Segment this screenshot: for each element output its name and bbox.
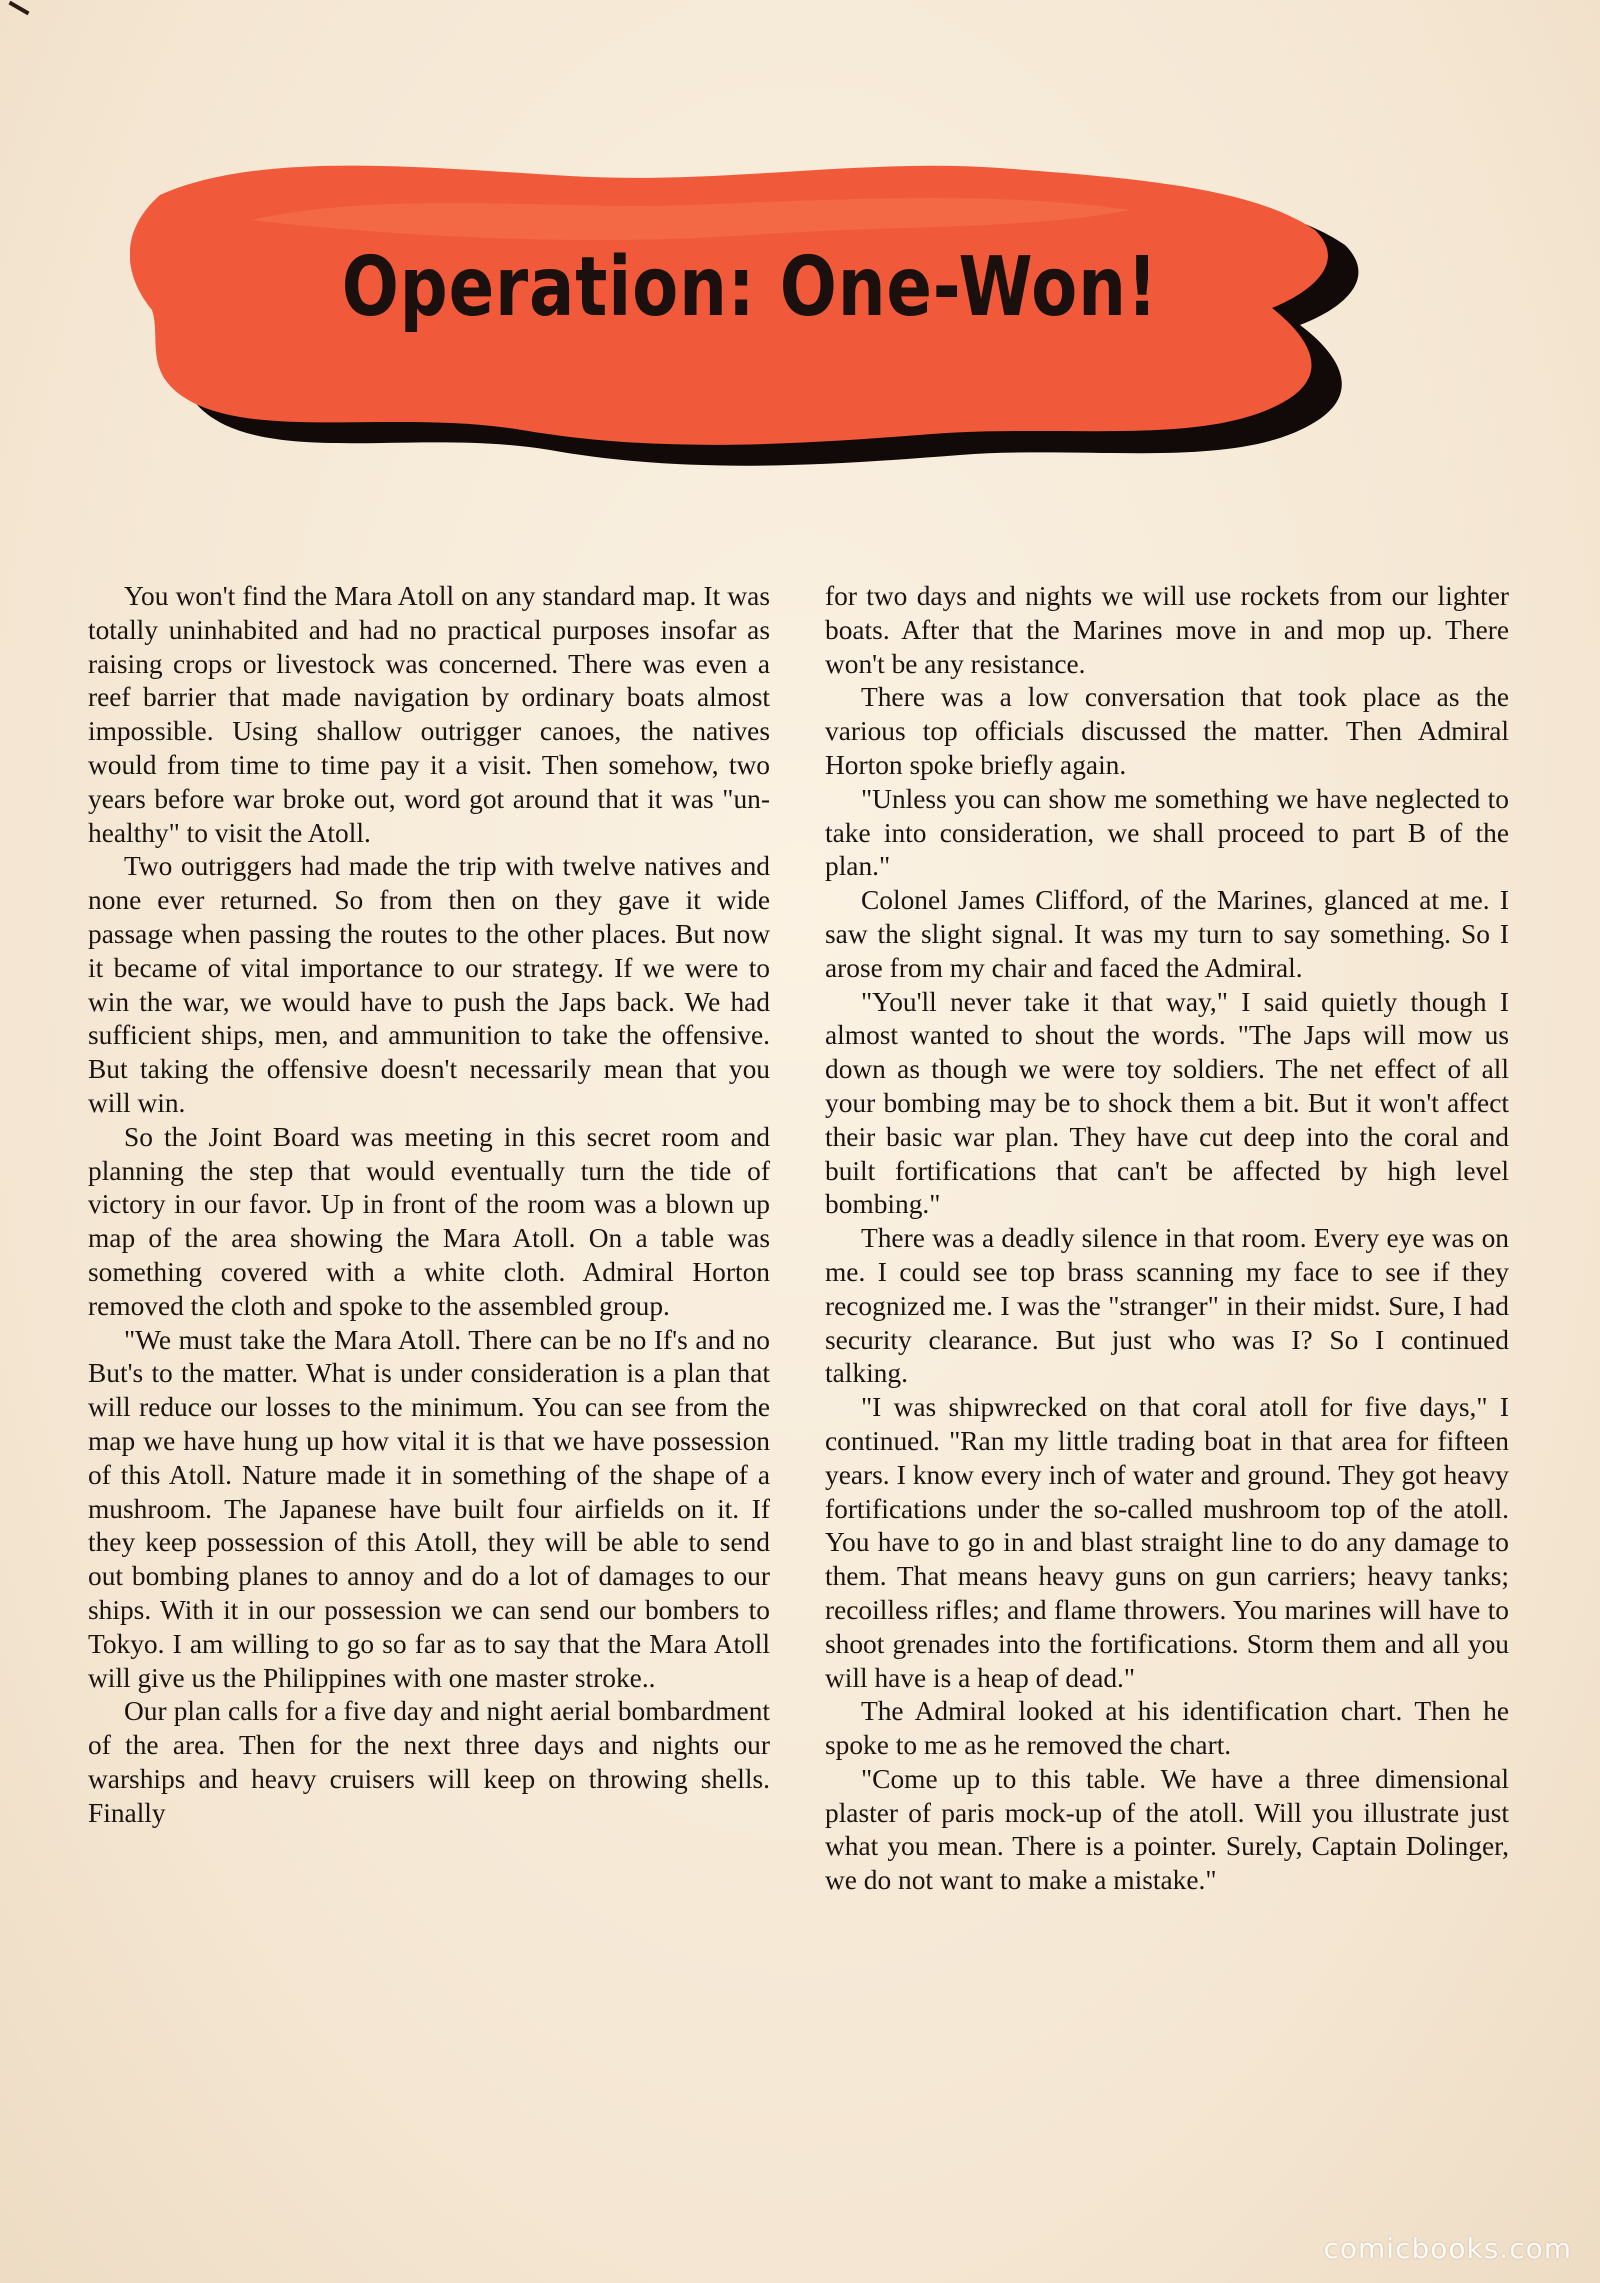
paragraph: "I was shipwrecked on that coral atoll for five days," I continued. "Ran my little trading boat in that area for fifteen years. I know every inch of water and ground. They got heavy fortifications under the so-called mushroom top of the atoll. You have to go in and blast straight line to do any damage to them. That means heavy guns on gun carriers; heavy tanks; recoilless rifles; and flame throwers. You marines will have to shoot grenades into the fortifications. Storm them and all you will have is a heap of dead." xyxy=(825,1392,1509,1693)
site-watermark: comicbooks.com xyxy=(1323,2232,1572,2265)
paragraph: You won't find the Mara Atoll on any standard map. It was totally uninhabited and had no practical purposes insofar as raising crops or livestock was concerned. There was even a reef barrier that made navigation by ordinary boats almost impossible. Using shallow outrigger canoes, the natives would from time to time pay it a visit. Then somehow, two years before war broke out, word got around that it was "unhealthy" to visit the Atoll. xyxy=(88,581,770,848)
paragraph: "We must take the Mara Atoll. There can be no If's and no But's to the matter. What is under consideration is a plan that will reduce our losses to the minimum. You can see from the map we have hung up how vital it is that we have possession of this Atoll. Nature made it in something of the shape of a mushroom. The Japanese have built four airfields on it. If they keep possession of this Atoll, they will be able to send out bombing planes to annoy and do a lot of damages to our ships. With it in our possession we can send our bombers to Tokyo. I am willing to go so far as to say that the Mara Atoll will give us the Philippines with one master stroke.. xyxy=(88,1324,770,1693)
paragraph: for two days and nights we will use rockets from our lighter boats. After that the Marines move in and mop up. There won't be any resistance. xyxy=(825,581,1509,679)
paragraph: The Admiral looked at his identification chart. Then he spoke to me as he removed the chart. xyxy=(825,1696,1509,1761)
paragraph: "Unless you can show me something we have neglected to take into consideration, we shall proceed to part B of the plan." xyxy=(825,783,1509,882)
paragraph: So the Joint Board was meeting in this secret room and planning the step that would eventually turn the tide of victory in our favor. Up in front of the room was a blown up map of the area showing the Mara Atoll. On a table was something covered with a white cloth. Admiral Horton removed the cloth and spoke to the assembled group. xyxy=(88,1121,770,1321)
paragraph: There was a low conversation that took place as the various top officials discussed the matter. Then Admiral Horton spoke briefly again. xyxy=(825,682,1509,780)
paragraph: Our plan calls for a five day and night aerial bombardment of the area. Then for the next three days and nights our warships and heavy cruisers will keep on throwing shells. Finally xyxy=(88,1696,770,1828)
paragraph: "Come up to this table. We have a three dimensional plaster of paris mock-up of the atoll. Will you illustrate just what you mean. There is a pointer. Surely, Captain Dolinger, we do not want to make a mistake." xyxy=(825,1763,1509,1896)
title-banner xyxy=(130,150,1370,480)
paragraph: Colonel James Clifford, of the Marines, glanced at me. I saw the slight signal. It was my turn to say something. So I arose from my chair and faced the Admiral. xyxy=(825,885,1509,983)
paragraph: There was a deadly silence in that room. Every eye was on me. I could see top brass scanning my face to see if they recognized me. I was the "stranger" in their midst. Sure, I had security clearance. But just who was I? So I continued talking. xyxy=(825,1223,1509,1389)
page-title: Operation: One-Won! xyxy=(341,240,1159,335)
text-column-left xyxy=(88,580,770,1830)
paragraph: Two outriggers had made the trip with twelve natives and none ever returned. So from then on they gave it wide passage when passing the routes to the other places. But now it became of vital importance to our strategy. If we were to win the war, we would have to push the Japs back. We had sufficient ships, men, and ammunition to take the offensive. But taking the offensive doesn't necessarily mean that you will win. xyxy=(88,851,770,1118)
text-column-right xyxy=(825,580,1509,1898)
paragraph: "You'll never take it that way," I said quietly though I almost wanted to shout the words. "The Japs will mow us down as though we were toy soldiers. The net effect of all your bombing may be to shock them a bit. But it won't affect their basic war plan. They have cut deep into the coral and built fortifications that can't be affected by high level bombing." xyxy=(825,986,1509,1220)
